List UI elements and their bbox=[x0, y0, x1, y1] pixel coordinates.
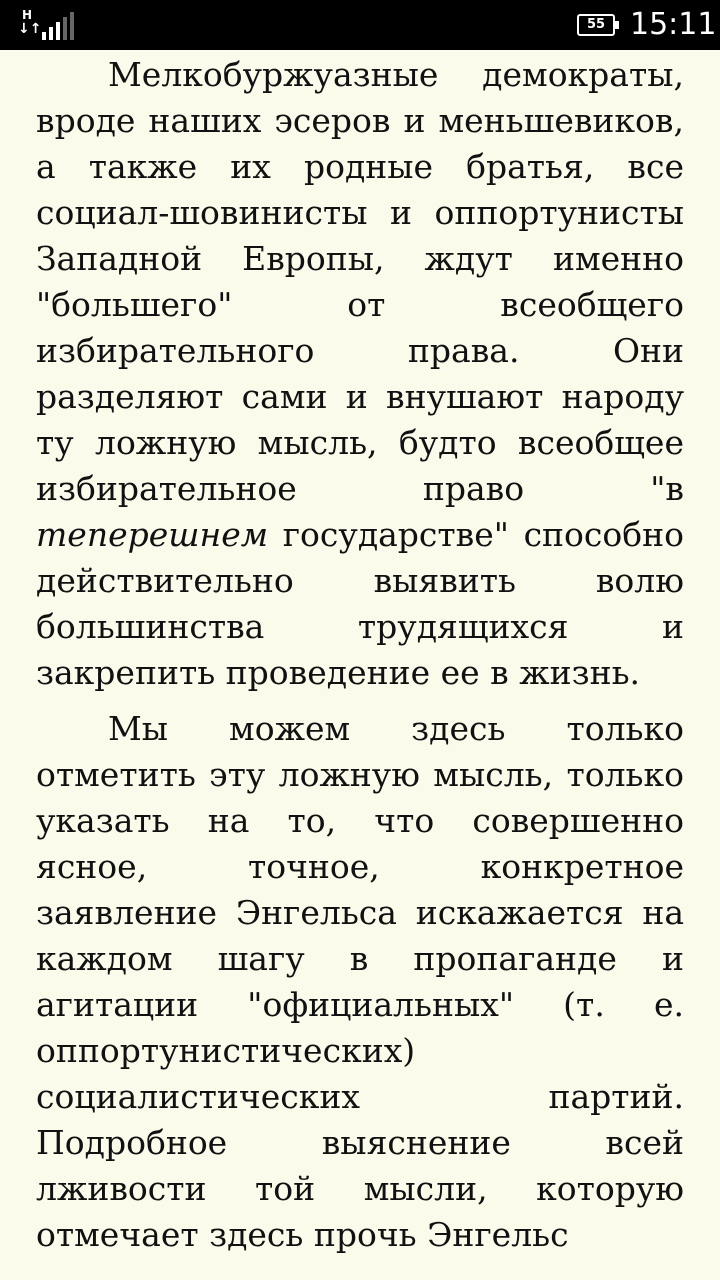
paragraph-2: Мы можем здесь только отметить эту ложную мысль, только указать на то, что совершенно ясное, точное, конкретное заявление Энгельса искажается на каждом шагу в пропаганде и агитации "официальных" (т. е. оппортунистических) социалистических партий. Подробное выяснение всей лживости той мысли, которую отмечает здесь прочь Энгельс bbox=[36, 709, 684, 1254]
network-type-label: H bbox=[22, 8, 33, 22]
reader-page[interactable] bbox=[36, 52, 684, 1280]
battery-level: 55 bbox=[586, 17, 606, 32]
paragraph-1-part-1: Мелкобуржуазные демократы, вроде наших эсеров и меньшевиков, а также их родные братья, все социал-шовинисты и оппортунисты Западной Европы, ждут именно "большего" от всеобщего избирательного права. Они разделяют сами и внушают народу ту ложную мысль, будто всеобщее избирательное право "в bbox=[36, 55, 684, 508]
status-bar bbox=[0, 0, 720, 50]
data-activity-icon: ↓↑ bbox=[18, 21, 42, 37]
paragraph-1-part-2: государстве" способно действительно выявить волю большинства трудящихся и закрепить проведение ее в жизнь. bbox=[36, 515, 684, 692]
paragraph-1-emphasis: теперешнем bbox=[36, 515, 269, 554]
paragraph-1 bbox=[36, 52, 684, 696]
status-clock: 15:11 bbox=[630, 7, 717, 42]
signal-bars-icon bbox=[40, 12, 76, 40]
